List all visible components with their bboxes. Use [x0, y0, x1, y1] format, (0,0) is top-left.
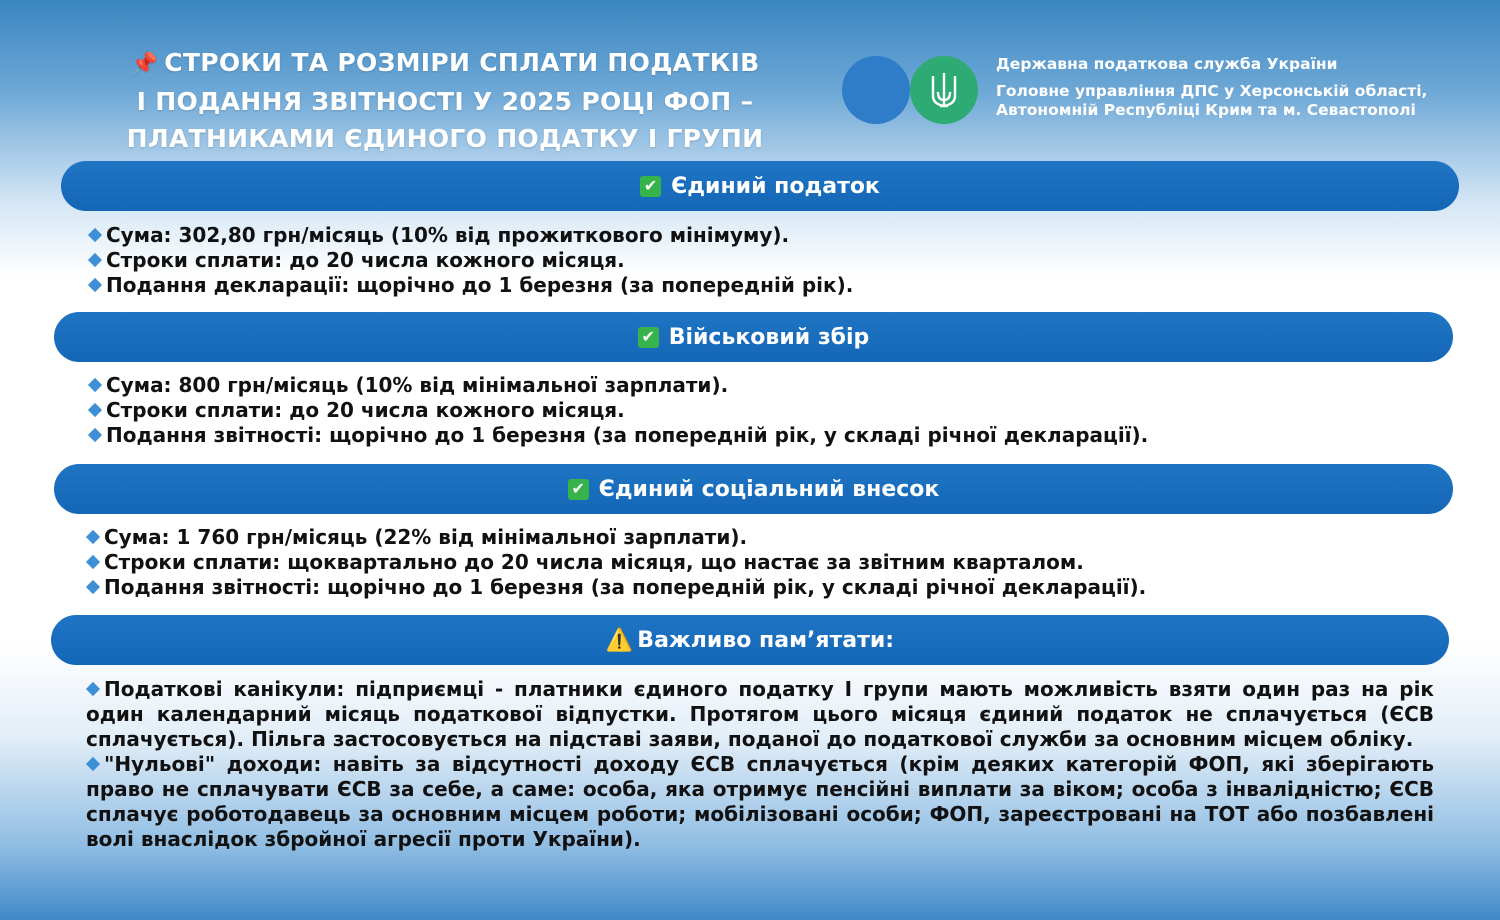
check-mark-icon: ✔: [640, 176, 661, 197]
trident-icon: [929, 70, 959, 110]
check-mark-icon: ✔: [638, 327, 659, 348]
list-item: Подання декларації: щорічно до 1 березня (за попередній рік).: [88, 273, 853, 298]
section-header-military-levy: ✔ Військовий збір: [54, 312, 1453, 362]
blue-diamond-icon: [88, 428, 102, 442]
section-list-military-levy: [88, 373, 1148, 448]
blue-diamond-icon: [88, 228, 102, 242]
check-mark-icon: ✔: [568, 479, 589, 500]
title-line-2: І ПОДАННЯ ЗВІТНОСТІ У 2025 РОЦІ ФОП –: [136, 87, 754, 116]
org-info: [996, 55, 1427, 120]
title-line-3: ПЛАТНИКАМИ ЄДИНОГО ПОДАТКУ І ГРУПИ: [126, 124, 764, 153]
section-list-social-contribution: [86, 525, 1146, 600]
section-header-social-contribution: ✔ Єдиний соціальний внесок: [54, 464, 1453, 514]
warning-icon: ⚠️: [605, 627, 634, 653]
logo-green-circle: [910, 56, 978, 124]
blue-diamond-icon: [86, 757, 100, 771]
blue-diamond-icon: [86, 530, 100, 544]
blue-diamond-icon: [86, 682, 100, 696]
blue-diamond-icon: [88, 278, 102, 292]
list-item: Сума: 1 760 грн/місяць (22% від мінімальної зарплати).: [86, 525, 1146, 550]
important-paragraph: Податкові канікули: підприємці - платники єдиного податку І групи мають можливість взяти один раз на рік один календарний місяць податкової відпустки. Протягом цього місяця єдиний податок не сплачується (ЄСВ сплачується). Пільга застосовується на підставі заяви, поданої до податкової служби за основним місцем обліку.: [86, 677, 1434, 751]
section-header-important: ⚠️ Важливо пам’ятати:: [51, 615, 1449, 665]
logo-blue-circle: [842, 56, 910, 124]
org-name: Державна податкова служба України: [996, 55, 1338, 73]
list-item: Строки сплати: до 20 числа кожного місяця.: [88, 398, 1148, 423]
blue-diamond-icon: [88, 253, 102, 267]
section-list-single-tax: [88, 223, 853, 298]
org-sub-1: Головне управління ДПС у Херсонській області,: [996, 82, 1428, 100]
blue-diamond-icon: [86, 555, 100, 569]
list-item: Строки сплати: до 20 числа кожного місяця.: [88, 248, 853, 273]
title-line-1: 📌 СТРОКИ ТА РОЗМІРИ СПЛАТИ ПОДАТКІВ: [130, 48, 760, 77]
blue-diamond-icon: [86, 580, 100, 594]
list-item: Сума: 800 грн/місяць (10% від мінімальної зарплати).: [88, 373, 1148, 398]
section-header-single-tax: ✔ Єдиний податок: [61, 161, 1459, 211]
list-item: Подання звітності: щорічно до 1 березня (за попередній рік, у складі річної декларації).: [86, 575, 1146, 600]
page-title: [100, 44, 790, 157]
important-text: [86, 677, 1434, 852]
list-item: Строки сплати: щоквартально до 20 числа місяця, що настає за звітним кварталом.: [86, 550, 1146, 575]
list-item: Подання звітності: щорічно до 1 березня (за попередній рік, у складі річної декларації).: [88, 423, 1148, 448]
org-sub-2: Автономній Республіці Крим та м. Севастополі: [996, 101, 1416, 119]
pushpin-icon: 📌: [130, 52, 159, 77]
important-paragraph: "Нульові" доходи: навіть за відсутності доходу ЄСВ сплачується (крім деяких категорій ФОП, які зберігають право не сплачувати ЄСВ за себе, а саме: особа, яка отримує пенсійні виплати за віком; особа з інвалідністю; ЄСВ сплачує роботодавець за основним місцем роботи; мобілізовані особи; ФОП, зареєстровані на ТОТ або позбавлені волі внаслідок збройної агресії проти України).: [86, 752, 1434, 851]
list-item: Сума: 302,80 грн/місяць (10% від прожиткового мінімуму).: [88, 223, 853, 248]
blue-diamond-icon: [88, 403, 102, 417]
blue-diamond-icon: [88, 378, 102, 392]
